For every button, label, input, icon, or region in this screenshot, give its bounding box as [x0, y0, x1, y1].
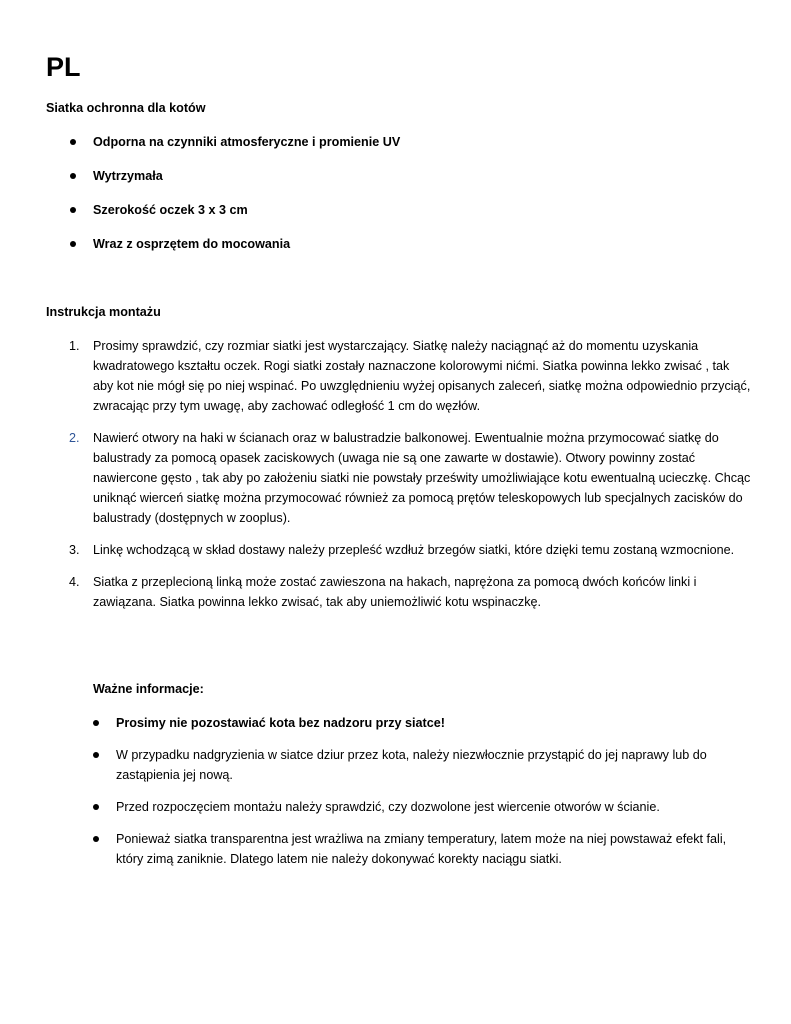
product-title: Siatka ochronna dla kotów [46, 101, 206, 115]
important-text: Przed rozpoczęciem montażu należy sprawdzić, czy dozwolone jest wiercenie otworów w ścianie. [116, 800, 660, 814]
important-title: Ważne informacje: [93, 682, 204, 696]
bullet-icon [93, 804, 99, 810]
feature-list [93, 132, 753, 268]
list-item [93, 200, 753, 234]
step-item [69, 540, 753, 560]
bullet-icon [93, 752, 99, 758]
language-heading: PL [46, 52, 81, 82]
instruction-steps [69, 336, 753, 624]
step-text: Nawierć otwory na haki w ścianach oraz w balustradzie balkonowej. Ewentualnie można przymocować siatkę do balustrady za pomocą opasek zaciskowych (uwaga nie są one zawarte w dostawie). Otwory powinny zostać nawiercone gęsto , tak aby po założeniu siatki nie powstały prześwity umożliwiające kotu ewentualną ucieczkę. Chcąc uniknąć wierceń siatkę można przymocować również za pomocą prętów teleskopowych lub specjalnych zacisków do balustrady (dostępnych w zooplus). [93, 431, 751, 525]
bullet-icon [70, 139, 76, 145]
feature-text: Szerokość oczek 3 x 3 cm [93, 203, 248, 217]
feature-text: Wraz z osprzętem do mocowania [93, 237, 291, 251]
instructions-title: Instrukcja montażu [46, 305, 161, 319]
step-text: Prosimy sprawdzić, czy rozmiar siatki jest wystarczający. Siatkę należy naciągnąć aż do momentu uzyskania kwadratowego kształtu oczek. Rogi siatki zostały naznaczone kolorowymi nićmi. Siatka powinna lekko zwisać , tak aby kot nie mógł się po niej wspinać. Po uwzględnieniu wyżej opisanych zaleceń, siatkę można odpowiednio przyciąć, zwracając przy tym uwagę, aby zachować odległość 1 cm do węzłów. [93, 339, 751, 413]
list-item [93, 234, 753, 268]
list-item [116, 713, 746, 733]
step-item [69, 428, 753, 528]
step-item [69, 572, 753, 612]
feature-text: Wytrzymała [93, 169, 163, 183]
list-item [116, 745, 746, 785]
step-item [69, 336, 753, 416]
step-number: 4. [69, 575, 80, 589]
list-item [93, 132, 753, 166]
list-item [116, 797, 746, 817]
step-text: Linkę wchodzącą w skład dostawy należy przepleść wzdłuż brzegów siatki, które dzięki temu zostaną wzmocnione. [93, 543, 735, 557]
step-text: Siatka z przeplecioną linką może zostać zawieszona na hakach, naprężona za pomocą dwóch końców linki i zawiązana. Siatka powinna lekko zwisać, tak aby uniemożliwić kotu wspinaczkę. [93, 575, 697, 609]
important-text: W przypadku nadgryzienia w siatce dziur przez kota, należy niezwłocznie przystąpić do jej naprawy lub do zastąpienia jej nową. [116, 748, 707, 782]
step-number: 2. [69, 431, 80, 445]
bullet-icon [70, 241, 76, 247]
bullet-icon [70, 173, 76, 179]
feature-text: Odporna na czynniki atmosferyczne i promienie UV [93, 135, 401, 149]
bullet-icon [93, 720, 99, 726]
bullet-icon [93, 836, 99, 842]
important-text: Prosimy nie pozostawiać kota bez nadzoru przy siatce! [116, 716, 445, 730]
important-text: Ponieważ siatka transparentna jest wrażliwa na zmiany temperatury, latem może na niej powstaważ efekt fali, który zimą zaniknie. Dlatego latem nie należy dokonywać korekty naciągu siatki. [116, 832, 727, 866]
bullet-icon [70, 207, 76, 213]
list-item [116, 829, 746, 869]
step-number: 3. [69, 543, 80, 557]
list-item [93, 166, 753, 200]
step-number: 1. [69, 339, 80, 353]
important-list [116, 713, 746, 881]
